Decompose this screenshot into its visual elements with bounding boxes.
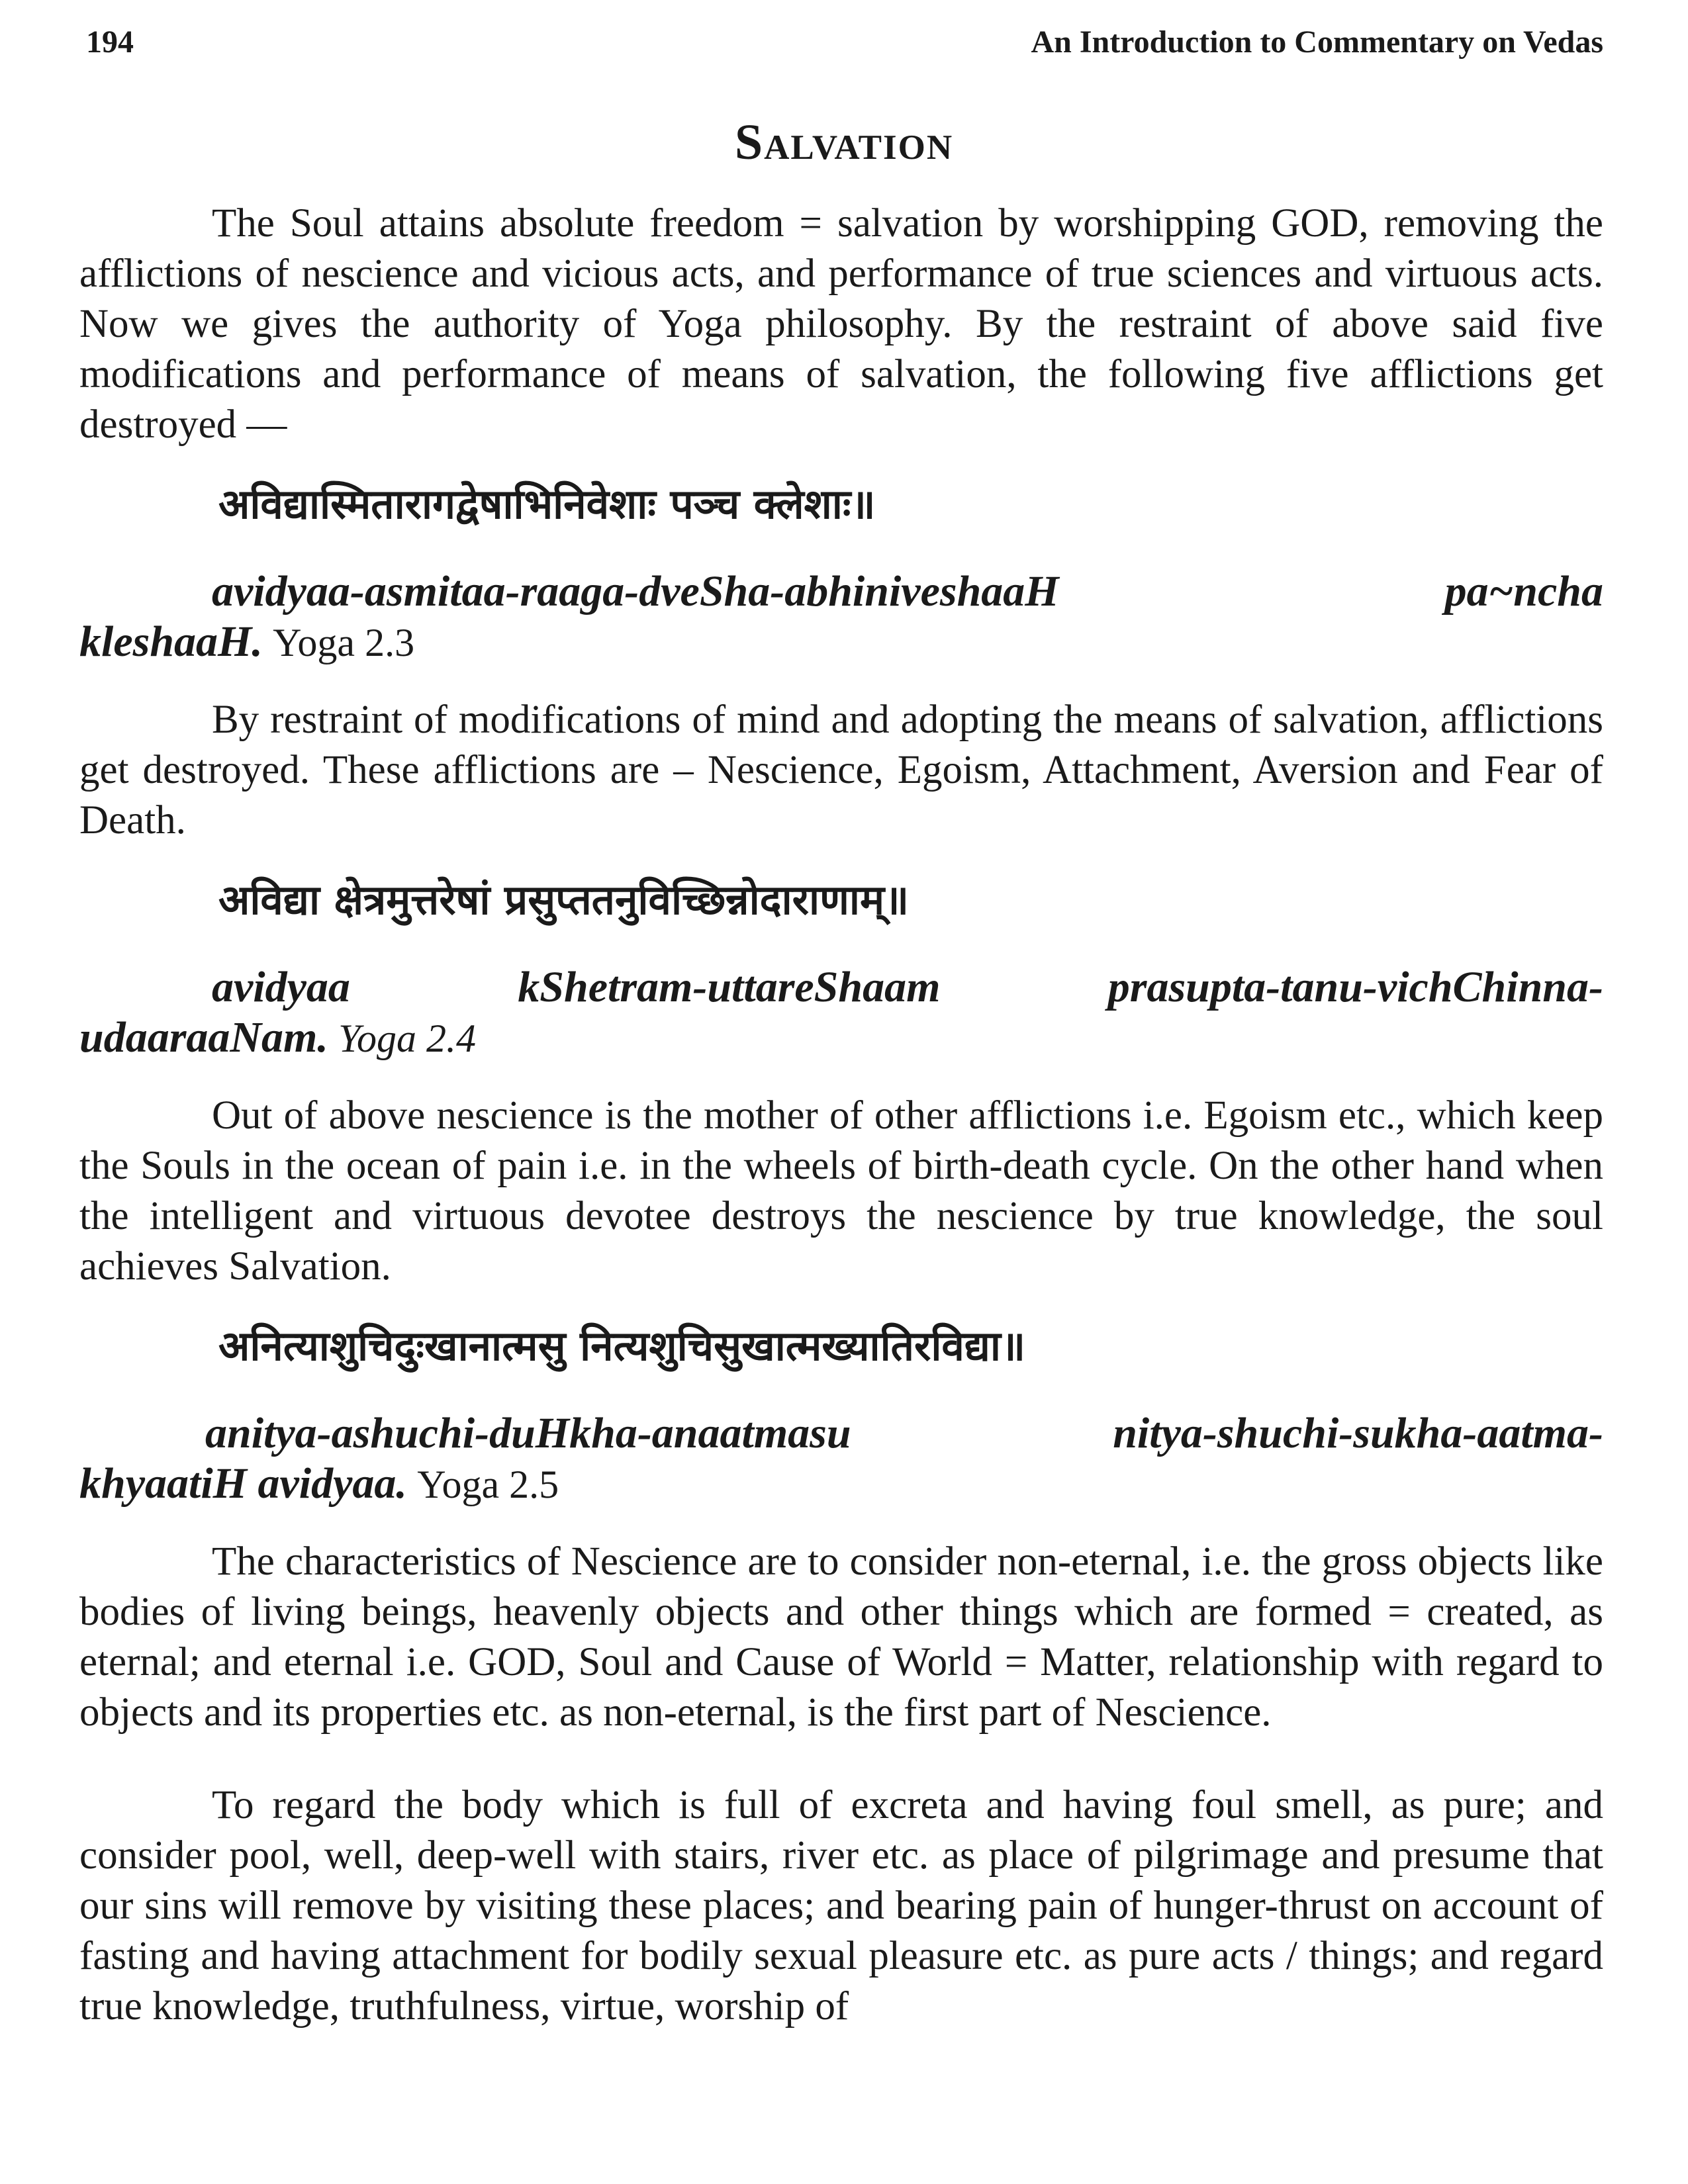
page-number: 194 bbox=[86, 24, 134, 60]
sutra-devanagari-2-3: अविद्यास्मितारागद्वेषाभिनिवेशाः पञ्च क्लेशाः॥ bbox=[218, 480, 876, 528]
paragraph-nescience-mother: Out of above nescience is the mother of other afflictions i.e. Egoism etc., which keep the Souls in the ocean of pain i.e. in the wheels of birth-death cycle. On the other hand when the intelligent and virtuous devotee destroys the nescience by true knowledge, the soul achieves Salvation. bbox=[79, 1093, 1603, 1289]
page-body bbox=[79, 199, 1603, 2058]
sutra-reference: Yoga 2.4 bbox=[338, 1017, 477, 1060]
translit-part: anitya-ashuchi-duHkha-anaatmasu bbox=[205, 1409, 851, 1457]
sutra-transliteration-2-4 bbox=[79, 962, 1603, 1064]
sutra-reference: Yoga 2.5 bbox=[417, 1463, 559, 1506]
translit-part: avidyaa-asmitaa-raaga-dveSha-abhiniveshaaH bbox=[212, 567, 1059, 615]
translit-part: udaaraaNam. bbox=[79, 1013, 328, 1062]
sutra-transliteration-2-3 bbox=[79, 567, 1603, 668]
translit-part: khyaatiH avidyaa. bbox=[79, 1459, 407, 1508]
running-title: An Introduction to Commentary on Vedas bbox=[1031, 24, 1603, 60]
translit-part: nitya-shuchi-sukha-aatma- bbox=[1113, 1409, 1603, 1457]
sutra-devanagari-2-4: अविद्या क्षेत्रमुत्तरेषां प्रसुप्ततनुविच्छिन्नोदाराणाम्॥ bbox=[218, 876, 910, 924]
sutra-transliteration-2-5 bbox=[79, 1408, 1603, 1510]
paragraph-body-purity: To regard the body which is full of excreta and having foul smell, as pure; and consider pool, well, deep-well with stairs, river etc. as place of pilgrimage and presume that our sins will remove by visiting these places; and bearing pain of hunger-thrust on account of fasting and having attachment for bodily sexual pleasure etc. as pure acts / things; and regard true knowledge, truthfulness, virtue, worship of bbox=[79, 1783, 1603, 2028]
paragraph-afflictions: By restraint of modifications of mind and adopting the means of salvation, afflictions get destroyed. These afflictions are – Nescience, Egoism, Attachment, Aversion and Fear of Death. bbox=[79, 698, 1603, 842]
page-header bbox=[86, 24, 1603, 60]
sutra-devanagari-2-5: अनित्याशुचिदुःखानात्मसु नित्यशुचिसुखात्मख्यातिरविद्या॥ bbox=[218, 1322, 1026, 1370]
translit-part: avidyaa bbox=[212, 963, 350, 1011]
translit-part: prasupta-tanu-vichChinna- bbox=[1107, 963, 1603, 1011]
paragraph-intro: The Soul attains absolute freedom = salvation by worshipping GOD, removing the afflictions of nescience and vicious acts, and performance of true sciences and virtuous acts. Now we gives the authority of Yoga philosophy. By the restraint of above said five modifications and performance of means of salvation, the following five afflictions get destroyed — bbox=[79, 201, 1603, 447]
translit-part: kleshaaH. bbox=[79, 617, 263, 666]
paragraph-characteristics: The characteristics of Nescience are to consider non-eternal, i.e. the gross objects like bodies of living beings, heavenly objects and other things which are formed = created, as eternal; and eternal i.e. GOD, Soul and Cause of World = Matter, relationship with regard to objects and its properties etc. as non-eternal, is the first part of Nescience. bbox=[79, 1539, 1603, 1735]
sutra-reference: Yoga 2.3 bbox=[273, 621, 415, 664]
translit-part: pa~ncha bbox=[1444, 567, 1603, 615]
section-title: Salvation bbox=[734, 114, 954, 170]
translit-part: kShetram-uttareShaam bbox=[518, 963, 941, 1011]
